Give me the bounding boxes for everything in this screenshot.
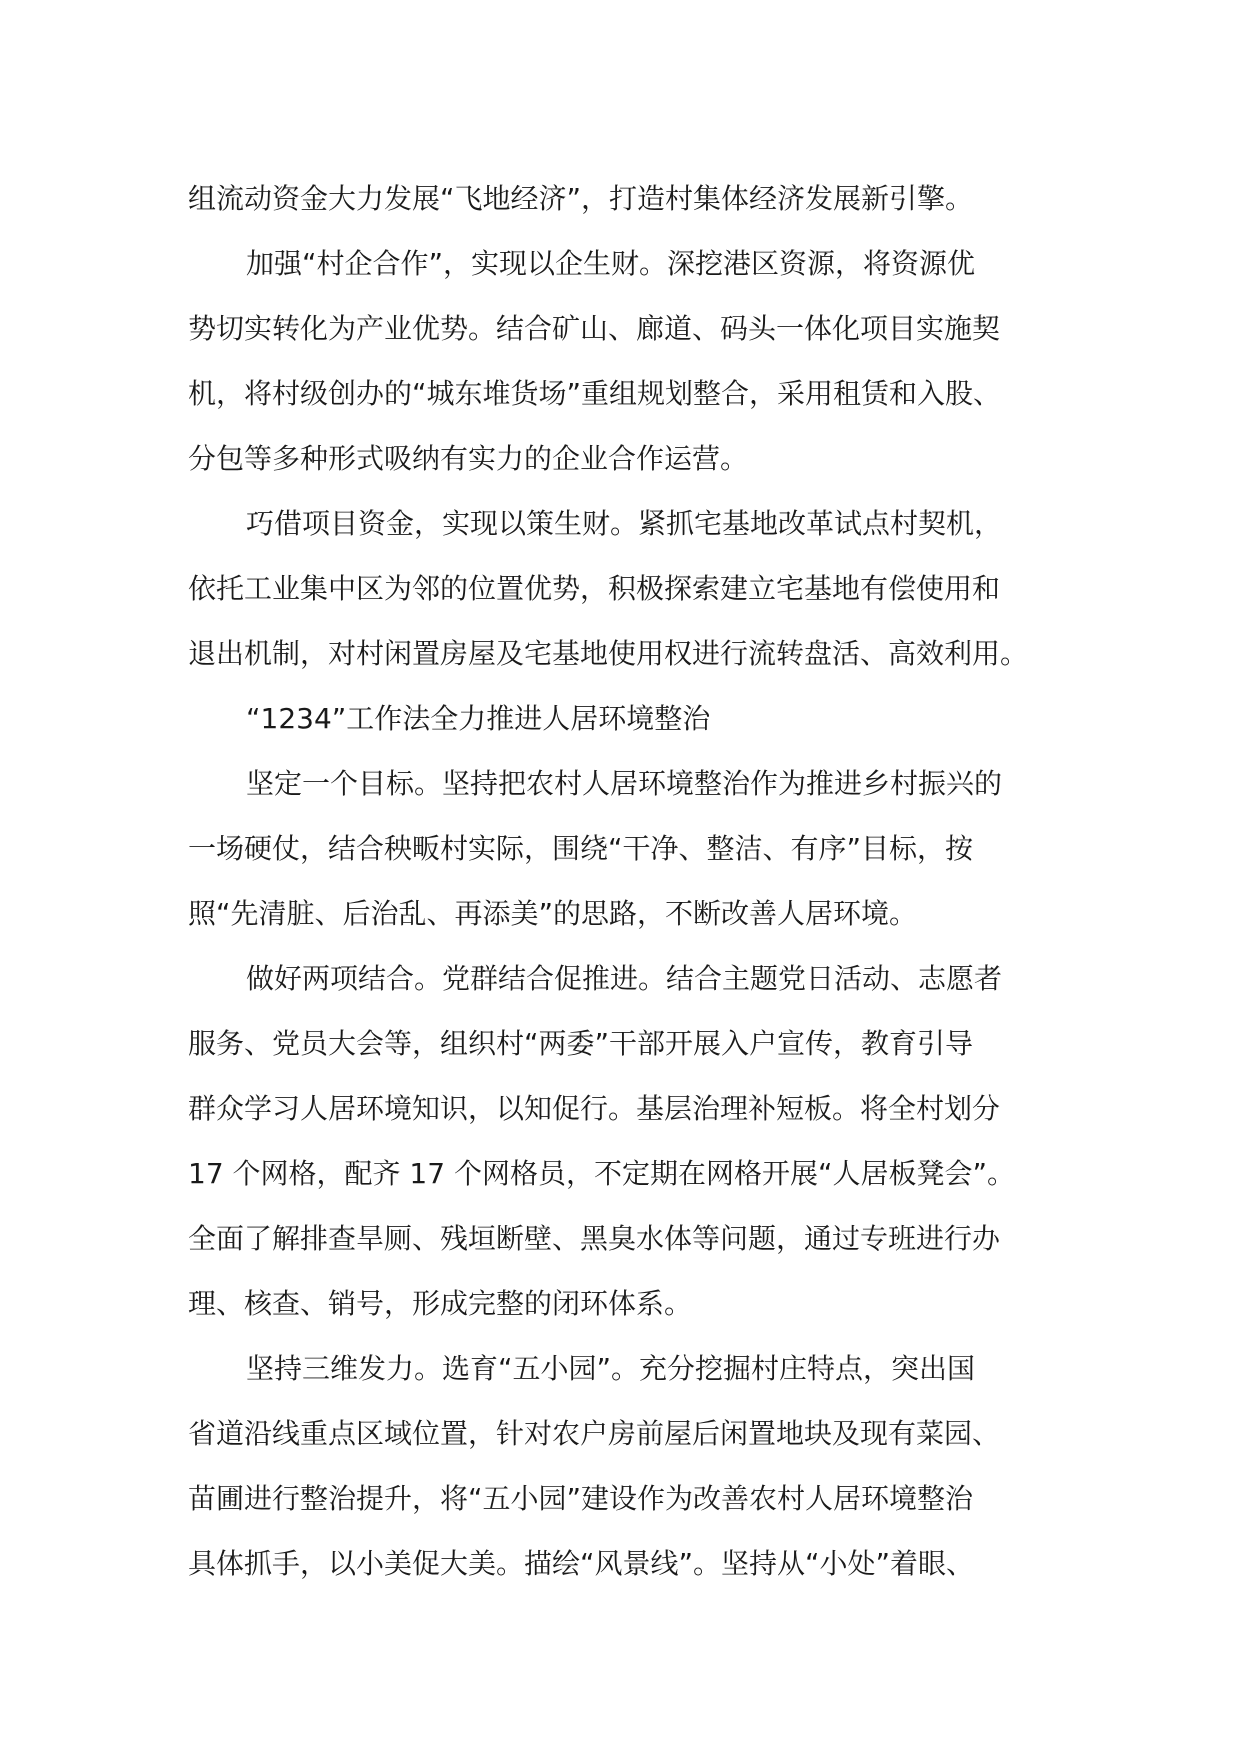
text-line: 省道沿线重点区域位置，针对农户房前屋后闲置地块及现有菜园、 (188, 1417, 1001, 1450)
paragraph-start-line: 坚定一个目标。坚持把农村人居环境整治作为推进乡村振兴的 (246, 767, 1003, 800)
text-line: 照“先清脏、后治乱、再添美”的思路，不断改善人居环境。 (188, 897, 918, 930)
section-heading: “1234”工作法全力推进人居环境整治 (246, 702, 711, 735)
paragraph-start-line: 坚持三维发力。选育“五小园”。充分挖掘村庄特点，突出国 (246, 1352, 976, 1385)
text-line: 具体抓手，以小美促大美。描绘“风景线”。坚持从“小处”着眼、 (188, 1547, 975, 1580)
text-line: 势切实转化为产业优势。结合矿山、廊道、码头一体化项目实施契 (188, 312, 1001, 345)
text-line: 服务、党员大会等，组织村“两委”干部开展入户宣传，教育引导 (188, 1027, 974, 1060)
text-line: 群众学习人居环境知识，以知促行。基层治理补短板。将全村划分 (188, 1092, 1001, 1125)
text-line: 苗圃进行整治提升，将“五小园”建设作为改善农村人居环境整治 (188, 1482, 974, 1515)
paragraph-start-line: 加强“村企合作”，实现以企生财。深挖港区资源，将资源优 (246, 247, 976, 280)
paragraph-start-line: 巧借项目资金，实现以策生财。紧抓宅基地改革试点村契机， (246, 507, 1003, 540)
paragraph-start-line: 做好两项结合。党群结合促推进。结合主题党日活动、志愿者 (246, 962, 1003, 995)
body-text (188, 166, 1078, 1596)
text-line: 分包等多种形式吸纳有实力的企业合作运营。 (188, 442, 749, 475)
text-line: 机，将村级创办的“城东堆货场”重组规划整合，采用租赁和入股、 (188, 377, 1002, 410)
text-line: 全面了解排查旱厕、残垣断壁、黑臭水体等问题，通过专班进行办 (188, 1222, 1001, 1255)
text-line: 17 个网格，配齐 17 个网格员，不定期在网格开展“人居板凳会”。 (188, 1157, 1015, 1190)
text-line: 依托工业集中区为邻的位置优势，积极探索建立宅基地有偿使用和 (188, 572, 1001, 605)
text-line: 组流动资金大力发展“飞地经济”，打造村集体经济发展新引擎。 (188, 182, 974, 215)
text-line: 退出机制，对村闲置房屋及宅基地使用权进行流转盘活、高效利用。 (188, 637, 1029, 670)
text-line: 一场硬仗，结合秧畈村实际，围绕“干净、整洁、有序”目标，按 (188, 832, 974, 865)
text-line: 理、核查、销号，形成完整的闭环体系。 (188, 1287, 693, 1320)
